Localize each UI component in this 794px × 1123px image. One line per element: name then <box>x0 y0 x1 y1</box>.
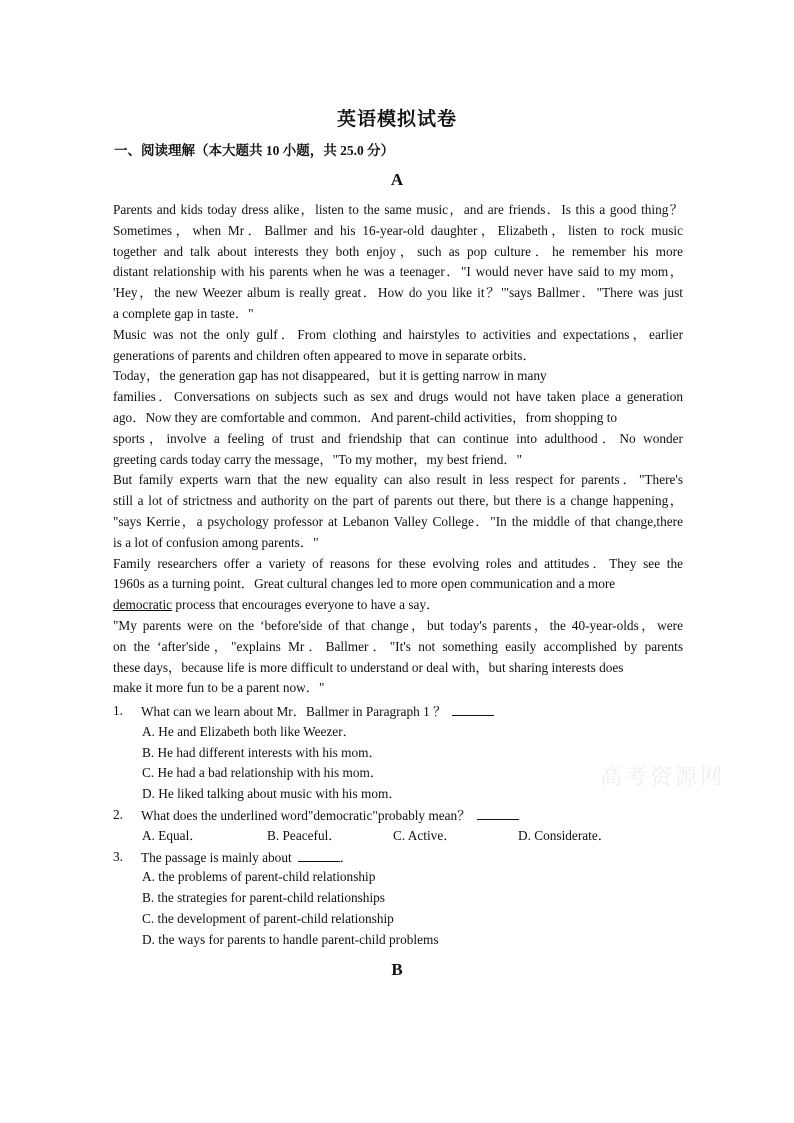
passage-line: Music was not the only gulf．From clothing and hairstyles to activities and expectations，earlier <box>113 326 683 342</box>
option-a: A. Equal． <box>142 827 203 843</box>
passage-line: a complete gap in taste．" <box>113 305 254 321</box>
option-row <box>113 784 683 805</box>
option-row <box>113 743 683 764</box>
passage-line: "My parents were on the ‘before'side of that change，but today's parents，the 40-year-olds，were <box>113 617 683 633</box>
question-list <box>113 701 683 951</box>
option-b: B. Peaceful． <box>267 827 342 843</box>
passage-line: greeting cards today carry the message，"To my mother，my best friend．" <box>113 451 523 467</box>
section-heading: 一、阅读理解（本大题共 10 小题，共 25.0 分） <box>114 143 395 158</box>
option-row <box>113 763 683 784</box>
passage-line: Today，the generation gap has not disappeared，but it is getting narrow in many <box>113 368 547 384</box>
option-c: C. Active． <box>393 827 457 843</box>
passage-line: still a lot of strictness and authority on the part of parents out there, but there is a change happening， <box>113 493 683 509</box>
passage-line: "says Kerrie，a psychology professor at Lebanon Valley College．"In the middle of that change,there <box>113 513 683 529</box>
option-b: B. He had different interests with his mom． <box>142 744 382 760</box>
passage-line: 1960s as a turning point．Great cultural changes led to more open communication and a more <box>113 576 616 592</box>
passage-line: 'Hey，the new Weezer album is really great．How do you like it？'"says Ballmer．"There was just <box>113 285 683 301</box>
answer-blank <box>298 847 340 862</box>
passage-line: generations of parents and children often appeared to move in separate orbits． <box>113 347 536 363</box>
question-suffix: ． <box>339 849 353 865</box>
option-d: D. the ways for parents to handle parent-child problems <box>142 931 439 947</box>
question-2 <box>113 805 683 826</box>
passage-line: Parents and kids today dress alike，listen to the same music，and are friends．Is this a good thing？ <box>113 202 683 217</box>
option-d: D. Considerate． <box>518 827 612 843</box>
passage-line: But family experts warn that the new equality can also result in less respect for parents．"There's <box>113 472 683 488</box>
option-row <box>113 867 683 888</box>
question-text: What can we learn about Mr．Ballmer in Paragraph 1 ？ <box>141 704 447 719</box>
question-text: The passage is mainly about <box>141 849 292 865</box>
answer-blank <box>452 701 494 716</box>
passage-a-body <box>113 200 683 699</box>
option-row <box>113 826 683 847</box>
passage-a-label: A <box>390 170 404 189</box>
option-a: A. the problems of parent-child relationship <box>142 869 376 885</box>
passage-line: ago．Now they are comfortable and common．And parent-child activities，from shopping to <box>113 409 618 425</box>
passage-line: families．Conversations on subjects such as sex and drugs would not have taken place a generation <box>113 389 683 405</box>
option-a: A. He and Elizabeth both like Weezer． <box>142 723 356 739</box>
option-row <box>113 722 683 743</box>
passage-line: make it more fun to be a parent now．" <box>113 680 325 696</box>
passage-line-rest: process that encourages everyone to have a say． <box>175 597 440 613</box>
passage-line: together and talk about interests they both enjoy，such as pop culture．he remember his more <box>113 243 683 259</box>
option-d: D. He liked talking about music with his mom． <box>142 786 402 802</box>
option-row <box>113 909 683 930</box>
passage-line: on the ‘after'side，"explains Mr．Ballmer．"It's not something easily accomplished by parents <box>113 638 683 654</box>
passage-line: sports，involve a feeling of trust and friendship that can continue into adulthood．No wonder <box>113 430 683 446</box>
question-text-wrap <box>141 701 494 723</box>
answer-blank <box>477 805 519 820</box>
question-1 <box>113 701 683 722</box>
passage-line: Sometimes，when Mr．Ballmer and his 16-year-old daughter，Elizabeth，listen to rock music <box>113 222 683 238</box>
passage-line: Family researchers offer a variety of reasons for these evolving roles and attitudes．They see the <box>113 555 683 571</box>
question-3 <box>113 847 683 868</box>
passage-b-label: B <box>391 960 403 979</box>
option-c: C. He had a bad relationship with his mom． <box>142 765 384 781</box>
option-c: C. the development of parent-child relationship <box>142 910 394 926</box>
question-number: 3. <box>113 848 123 864</box>
passage-line <box>113 595 683 616</box>
option-b: B. the strategies for parent-child relationships <box>142 890 385 906</box>
question-text-wrap <box>141 805 519 827</box>
passage-line: is a lot of confusion among parents．" <box>113 534 319 550</box>
passage-line: distant relationship with his parents when he was a teenager．"I would never have said to my mom， <box>113 264 683 280</box>
option-row <box>113 888 683 909</box>
option-row <box>113 930 683 951</box>
underlined-word: democratic <box>113 597 173 613</box>
passage-line: these days，because life is more difficult to understand or deal with，but sharing interests does <box>113 659 624 675</box>
page-title: 英语模拟试卷 <box>336 109 457 130</box>
question-number: 2. <box>113 806 123 822</box>
question-number: 1. <box>113 703 123 718</box>
question-text: What does the underlined word"democratic"probably mean？ <box>141 807 471 823</box>
question-text-wrap <box>141 847 353 869</box>
watermark: 高考资源网 <box>600 765 726 790</box>
